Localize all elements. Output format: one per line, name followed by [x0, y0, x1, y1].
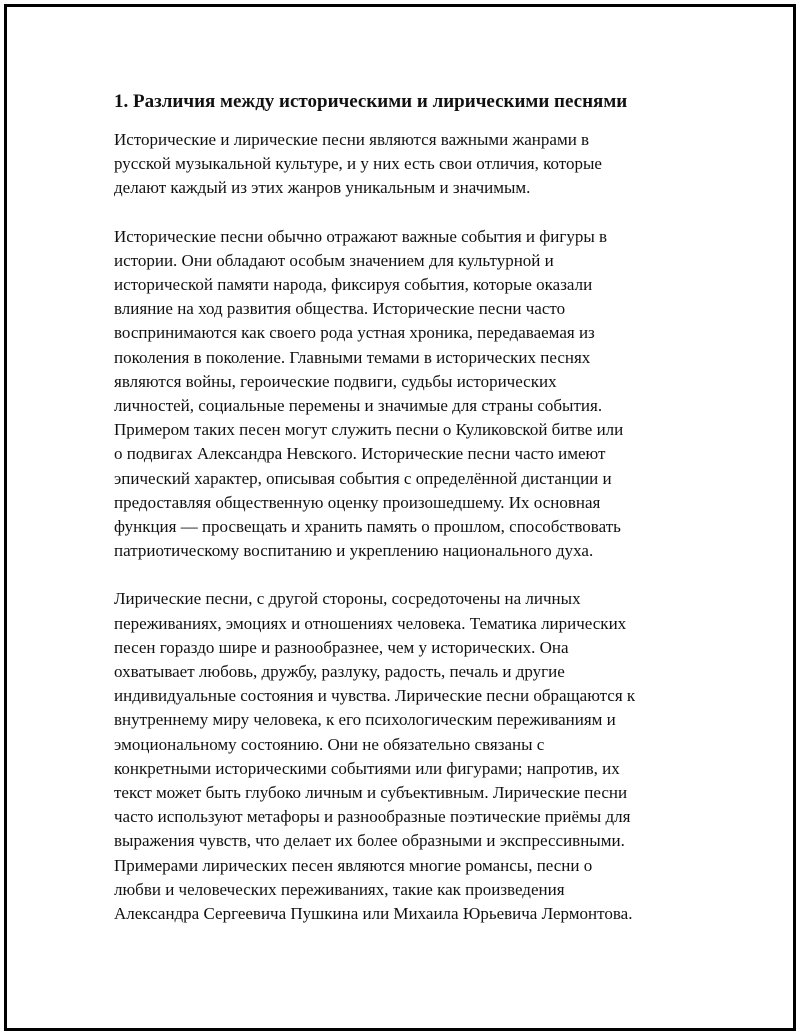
- text-line: личностей, социальные перемены и значимые для страны события.: [114, 396, 603, 416]
- paragraph-intro: [114, 128, 694, 201]
- text-line: внутреннему миру человека, к его психологическим переживаниям и: [114, 710, 616, 730]
- document-body: [114, 90, 694, 950]
- text-line: любви и человеческих переживаниях, такие как произведения: [114, 879, 565, 899]
- text-line: патриотическому воспитанию и укреплению национального духа.: [114, 541, 594, 561]
- text-line: охватывает любовь, дружбу, разлуку, радость, печаль и другие: [114, 662, 565, 682]
- text-line: Исторические песни обычно отражают важные события и фигуры в: [114, 226, 608, 246]
- text-line: делают каждый из этих жанров уникальным и значимым.: [114, 178, 531, 198]
- text-line: русской музыкальной культуре, и у них есть свои отличия, которые: [114, 154, 602, 174]
- text-line: о подвигах Александра Невского. Исторические песни часто имеют: [114, 444, 606, 464]
- text-line: Исторические и лирические песни являются важными жанрами в: [114, 130, 590, 149]
- text-line: предоставляя общественную оценку произошедшему. Их основная: [114, 492, 601, 512]
- text-line: конкретными историческими событиями или фигурами; напротив, их: [114, 758, 620, 778]
- text-line: песен гораздо шире и разнообразнее, чем у исторических. Она: [114, 637, 569, 657]
- text-line: влияние на ход развития общества. Исторические песни часто: [114, 299, 566, 319]
- text-line: Примером таких песен могут служить песни о Куликовской битве или: [114, 420, 624, 440]
- text-line: эпический характер, описывая события с определённой дистанции и: [114, 468, 612, 488]
- text-line: эмоциональному состоянию. Они не обязательно связаны с: [114, 734, 545, 754]
- text-line: Лирические песни, с другой стороны, сосредоточены на личных: [114, 589, 581, 609]
- text-line: воспринимаются как своего рода устная хроника, передаваемая из: [114, 323, 595, 343]
- section-heading: 1. Различия между историческими и лирическими песнями: [114, 91, 628, 112]
- text-line: Александра Сергеевича Пушкина или Михаила Юрьевича Лермонтова.: [114, 904, 633, 924]
- text-line: исторической памяти народа, фиксируя события, которые оказали: [114, 275, 593, 295]
- text-line: индивидуальные состояния и чувства. Лирические песни обращаются к: [114, 686, 636, 706]
- text-line: переживаниях, эмоциях и отношениях человека. Тематика лирических: [114, 613, 627, 633]
- paragraph-historical-songs: [114, 225, 694, 564]
- text-line: поколения в поколение. Главными темами в исторических песнях: [114, 347, 591, 367]
- text-line: являются войны, героические подвиги, судьбы исторических: [114, 371, 557, 391]
- text-line: Примерами лирических песен являются многие романсы, песни о: [114, 855, 593, 875]
- text-line: выражения чувств, что делает их более образными и экспрессивными.: [114, 831, 625, 851]
- text-line: текст может быть глубоко личным и субъективным. Лирические песни: [114, 783, 628, 803]
- text-line: истории. Они обладают особым значением для культурной и: [114, 250, 554, 270]
- text-line: функция — просвещать и хранить память о прошлом, способствовать: [114, 517, 621, 537]
- paragraph-lyrical-songs: [114, 587, 694, 926]
- text-line: часто используют метафоры и разнообразные поэтические приёмы для: [114, 807, 631, 827]
